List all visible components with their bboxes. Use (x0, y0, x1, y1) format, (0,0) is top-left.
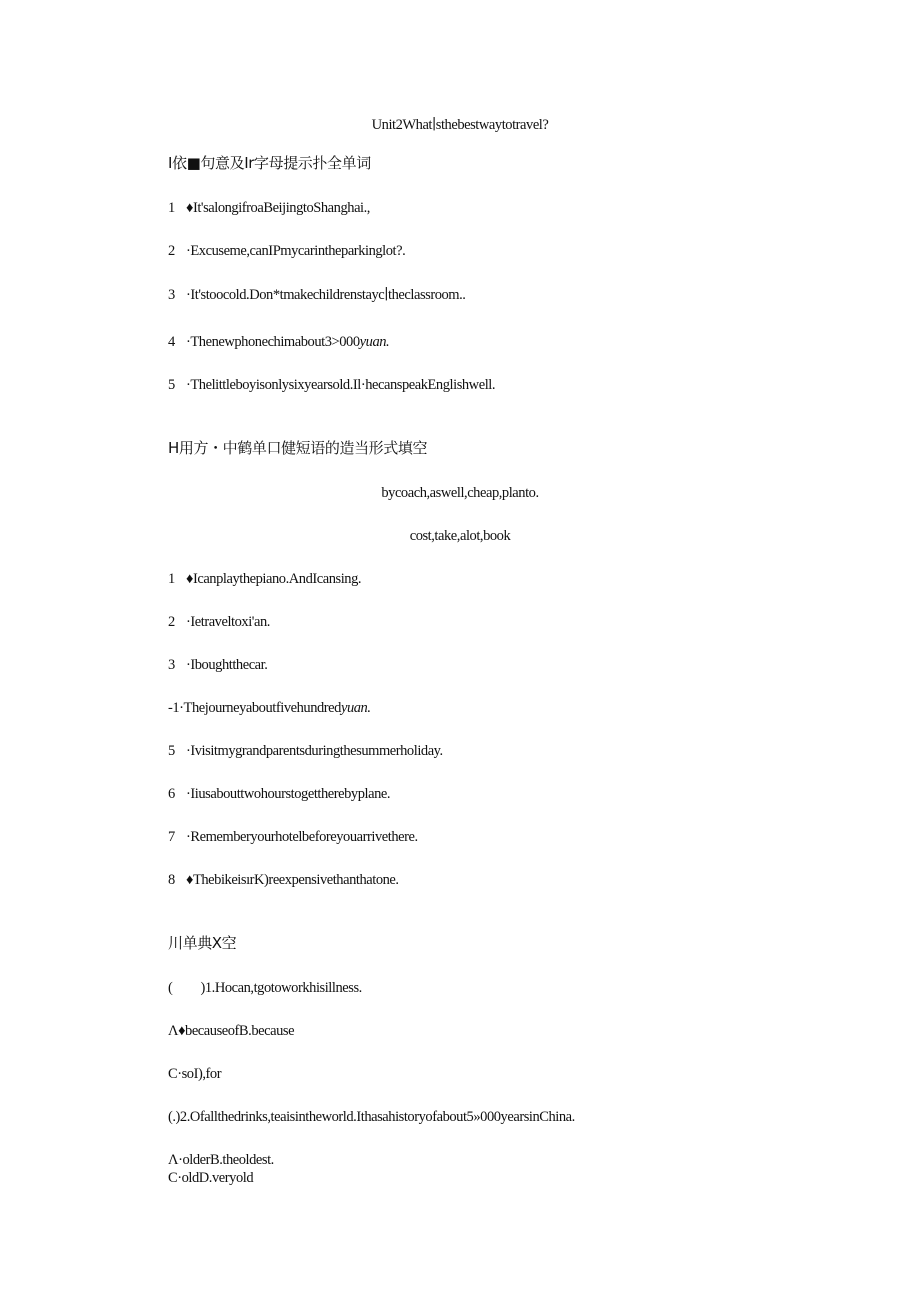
section-1-item-5 (168, 376, 495, 394)
item-number: 6 (168, 786, 175, 802)
section-2-item-4 (168, 699, 371, 717)
question-1-options-ab: Λ♦becauseofB.because (168, 1023, 295, 1039)
item-number: 5 (168, 743, 175, 759)
item-text: ♦Icanplaythepiano.AndIcansing. (186, 571, 362, 587)
section-2-item-3 (168, 656, 267, 674)
section-1-item-2 (168, 242, 405, 260)
item-number: 3 (168, 287, 175, 303)
item-number: 1 (168, 571, 175, 587)
item-number: 2 (168, 614, 175, 630)
section-2-item-7 (168, 828, 418, 846)
item-number: 3 (168, 657, 175, 673)
item-number: 8 (168, 872, 175, 888)
question-2-options-ab: Λ·olderB.theoldest. (168, 1152, 274, 1168)
item-number: 2 (168, 243, 175, 259)
question-2-options-cd: C·oldD.veryold (168, 1170, 254, 1186)
section-1-item-1 (168, 199, 370, 217)
item-number: 5 (168, 377, 175, 393)
section-2-item-2 (168, 613, 270, 631)
section-1-item-3 (168, 286, 466, 304)
item-text: ·Iboughtthecar. (186, 657, 268, 673)
item-text: ·Thelittleboyisonlysixyearsold.Il·hecanspeakEnglishwell. (186, 377, 496, 393)
question-2: (.)2.Ofallthedrinks,teaisintheworld.Ithasahistoryofabout5»000yearsinChina. (168, 1109, 575, 1125)
section-3-heading: 川单典X空 (168, 934, 237, 952)
word-bank-line-2: cost,take,alot,book (409, 528, 511, 544)
section-2-item-5 (168, 742, 443, 760)
word-bank-line-1: bycoach,aswell,cheap,planto. (381, 485, 539, 501)
item-text: ♦ThebikeisırK)reexpensivethanthatone. (186, 872, 399, 888)
item-italic-word: yuan. (359, 334, 390, 350)
item-text: ♦It'salongifroaBeijingtoShanghai., (186, 200, 370, 216)
item-number: 4 (168, 334, 175, 350)
item-text: ·Rememberyourhotelbeforeyouarrivethere. (186, 829, 418, 845)
item-italic-word: yuan. (340, 700, 371, 716)
item-text: ·Thenewphonechimabout3>000 (186, 334, 360, 350)
section-1-item-4 (168, 333, 389, 351)
question-1-options-cd: C·soI),for (168, 1066, 222, 1082)
item-text: ·Ivisitmygrandparentsduringthesummerholiday. (186, 743, 443, 759)
item-number: 1 (168, 200, 175, 216)
item-text: ·Iiusabouttwohourstogettherebyplane. (186, 786, 391, 802)
section-2-heading: H用方・中鹤单口健短语的造当形式填空 (168, 439, 428, 457)
item-text: ·It'stoocold.Don*tmakechildrenstayc∣theclassroom.. (186, 287, 466, 303)
item-text: ·Excuseme,canIPmycarintheparkinglot?. (186, 243, 406, 259)
section-2-item-1 (168, 570, 361, 588)
section-1-heading: I依■句意及Ir字母提示扑全单词 (168, 154, 371, 172)
page-title: Unit2What∣sthebestwaytotravel? (371, 117, 549, 133)
section-2-item-6 (168, 785, 390, 803)
section-2-item-8 (168, 871, 399, 889)
item-number: 7 (168, 829, 175, 845)
item-text: ·Ietraveltoxi'an. (186, 614, 270, 630)
item-text: -1·Thejourneyaboutfivehundred (168, 700, 341, 716)
question-1: ( )1.Hocan,tgotoworkhisillness. (168, 980, 362, 996)
